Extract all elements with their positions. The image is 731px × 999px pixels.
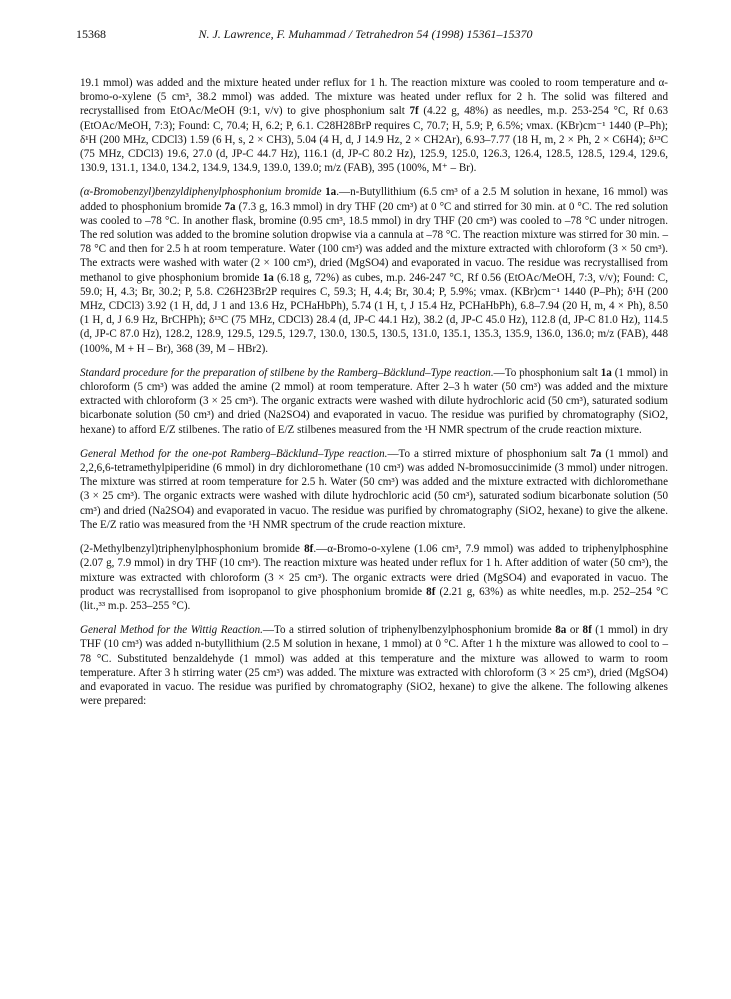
compound-label: 7a [590, 447, 602, 460]
paragraph-stilbene-procedure [80, 366, 668, 437]
text-segment: —To phosphonium salt [493, 366, 601, 379]
compound-label: 7a [224, 200, 236, 213]
text-segment: (6.18 g, 72%) as cubes, m.p. 246-247 °C, Rf 0.56 (EtOAc/MeOH, 7:3, v/v); Found: C, 59.0; H, 4.3; Br, 30.2; P, 5.8. C26H23Br2P requires C, 59.3; H, 4.4; Br, 30.4; P, 5.9%; νmax. (KBr)cm⁻¹ 1440 (P–Ph); δ¹H (200 MHz, CDCl3) 3.92 (1 H, dd, J 1 and 13.6 Hz, PCHaHbPh), 5.74 (1 H, t, J 15.4 Hz, PCHaHbPh), 6.8–7.94 (20 H, m, 4 × Ph), 8.50 (1 H, d, J 6.9 Hz, BrCHPh); δ¹³C (75 MHz, CDCl3) 28.4 (d, JP-C 44.1 Hz), 38.2 (d, JP-C 45.0 Hz), 112.8 (d, JP-C 81.0 Hz), 114.5 (d, JP-C 87.0 Hz), 128.2, 128.9, 129.5, 129.5, 129.7, 130.0, 130.5, 130.5, 131.0, 135.1, 135.3, 135.9, 136.0, 136.0; m/z (FAB), 448 (100%, M + H – Br), 368 (39, M – HBr2). [80, 271, 668, 355]
compound-label: 8f [582, 624, 592, 637]
text-segment: .—n-Butyllithium (6.5 cm³ of a 2.5 M solution in hexane, 16 mmol) was added to phosphonium bromide [80, 186, 668, 213]
compound-label: 7f [409, 105, 419, 118]
text-segment: 19.1 mmol) was added and the mixture heated under reflux for 1 h. The reaction mixture was cooled to room temperature and α-bromo-o-xylene (5 cm³, 38.2 mmol) was added. The mixture was heated under reflux for 2 h. The solid was filtered and recrystallised from EtOAc/MeOH (9:1, v/v) to give phosphonium salt [80, 77, 668, 118]
paragraph-lead: Standard procedure for the preparation of stilbene by the Ramberg–Bäcklund–Type reaction. [80, 366, 494, 379]
text-segment: .—α-Bromo-o-xylene (1.06 cm³, 7.9 mmol) was added to triphenylphosphine (2.07 g, 7.9 mmol) in dry THF (10 cm³). The reaction mixture was heated under reflux for 1 h. After addition of water (50 cm³), the mixture was extracted with chloroform (3 × 25 cm³). The organic extracts were dried (MgSO4) and evaporated in vacuo. The product was recrystallised from isopropanol to give phosphonium bromide [80, 543, 668, 598]
paragraph-lead: General Method for the one-pot Ramberg–Bäcklund–Type reaction. [80, 447, 388, 460]
text-segment: —To a stirred solution of triphenylbenzylphosphonium bromide [262, 624, 556, 637]
text-segment: (7.3 g, 16.3 mmol) in dry THF (20 cm³) at 0 °C and stirred for 30 min. at 0 °C. The red solution was cooled to –78 °C. In another flask, bromine (0.95 cm³, 18.5 mmol) in dry THF (20 cm³) was cooled to –78 °C under nitrogen. The red solution was added to the bromine solution dropwise via a cannula at –78 °C. The reaction mixture was stirred for 30 min. –78 °C and then for 2.5 h at room temperature. Water (100 cm³) was added and the mixture extracted with chloroform (3 × 50 cm³). The extracts were washed with water (2 × 100 cm³), dried (MgSO4) and evaporated in vacuo. The residue was recrystallised from methanol to give phosphonium bromide [80, 200, 668, 284]
text-segment: or [566, 624, 583, 637]
text-segment: (1 mmol) in chloroform (5 cm³) was added the amine (2 mmol) at room temperature. After 2–3 h water (50 cm³) was added and the mixture extracted with chloroform (3 × 25 cm³). The organic extracts were washed with dilute hydrochloric acid (50 cm³), saturated sodium bicarbonate solution (50 cm³) and dried (Na2SO4) and evaporated in vacuo. The residue was purified by chromatography (SiO2, hexane) to afford E/Z stilbenes. The ratio of E/Z stilbenes measured from the ¹H NMR spectrum of the crude reaction mixture. [80, 366, 668, 436]
text-segment: —To a stirred mixture of phosphonium salt [387, 447, 591, 460]
text-segment: (4.22 g, 48%) as needles, m.p. 253-254 °C, Rf 0.63 (EtOAc/MeOH, 7:3); Found: C, 70.4; H, 6.2; P, 6.1. C28H28BrP requires C, 70.7; H, 5.9; P, 6.5%; νmax. (KBr)cm⁻¹ 1440 (P–Ph); δ¹H (200 MHz, CDCl3) 1.59 (6 H, s, 2 × CH3), 5.04 (4 H, d, J 14.9 Hz, 2 × CH2Ar), 6.93–7.77 (18 H, m, 2 × Ph, 2 × C6H4); δ¹³C (75 MHz, CDCl3) 19.6, 27.0 (d, JP-C 44.7 Hz), 116.1 (d, JP-C 80.2 Hz), 125.9, 125.0, 126.3, 126.4, 128.5, 128.5, 129.4, 129.6, 130.9, 131.1, 134.0, 134.2, 134.9, 134.9, 139.0, 139.0; m/z (FAB), 395 (100%, M⁺ – Br). [80, 105, 669, 175]
compound-label: 8a [555, 624, 567, 637]
text-segment: (2.21 g, 63%) as white needles, m.p. 252–254 °C (lit.,³³ m.p. 253–255 °C). [80, 585, 668, 612]
page-number: 15368 [76, 27, 106, 41]
paragraph-lead: General Method for the Wittig Reaction. [80, 624, 263, 637]
paragraph-bromide-1a [80, 185, 668, 355]
running-head: N. J. Lawrence, F. Muhammad / Tetrahedron 54 (1998) 15361–15370 [198, 27, 533, 41]
article-body [80, 76, 668, 718]
compound-label: 8f [426, 585, 436, 598]
compound-label: 1a [325, 186, 337, 199]
text-segment: (1 mmol) and 2,2,6,6-tetramethylpiperidine (6 mmol) in dry dichloromethane (10 cm³) was added N-bromosuccinimide (3 mmol) under nitrogen. The mixture was stirred at room temperature for 2.5 h. Water (50 cm³) was added and the mixture extracted with dichloromethane (3 × 25 cm³). The organic extracts were washed with dilute hydrochloric acid (50 cm³), saturated sodium bicarbonate solution (50 cm³) and dried (Na2SO4) and evaporated in vacuo. The residue was purified by chromatography (SiO2, hexane) to give the alkene. The E/Z ratio was measured from the ¹H NMR spectrum of the crude reaction mixture. [80, 447, 668, 531]
paragraph-wittig-method [80, 623, 668, 708]
paragraph-one-pot-method [80, 447, 668, 532]
paragraph-bromide-8f [80, 542, 668, 613]
text-segment: (2-Methylbenzyl)triphenylphosphonium bromide [80, 543, 305, 556]
paragraph-salt-7f [80, 76, 668, 175]
compound-label: 1a [600, 366, 612, 379]
compound-label: 8f [304, 543, 314, 556]
paragraph-lead: (α-Bromobenzyl)benzyldiphenylphosphonium bromide [80, 186, 326, 199]
compound-label: 1a [262, 271, 274, 284]
text-segment: (1 mmol) in dry THF (10 cm³) was added n-butyllithium (2.5 M solution in hexane, 1 mmol) at 0 °C. After 1 h the mixture was allowed to cool to –78 °C. Substituted benzaldehyde (1 mmol) was added at this temperature and the mixture was allowed to warm to room temperature. After 3 h stirring water (25 cm³) was added. The mixture was extracted with chloroform (3 × 25 cm³), dried (MgSO4) and evaporated in vacuo. The residue was purified by chromatography (SiO2, hexane) to give the alkene. The following alkenes were prepared: [80, 624, 668, 708]
